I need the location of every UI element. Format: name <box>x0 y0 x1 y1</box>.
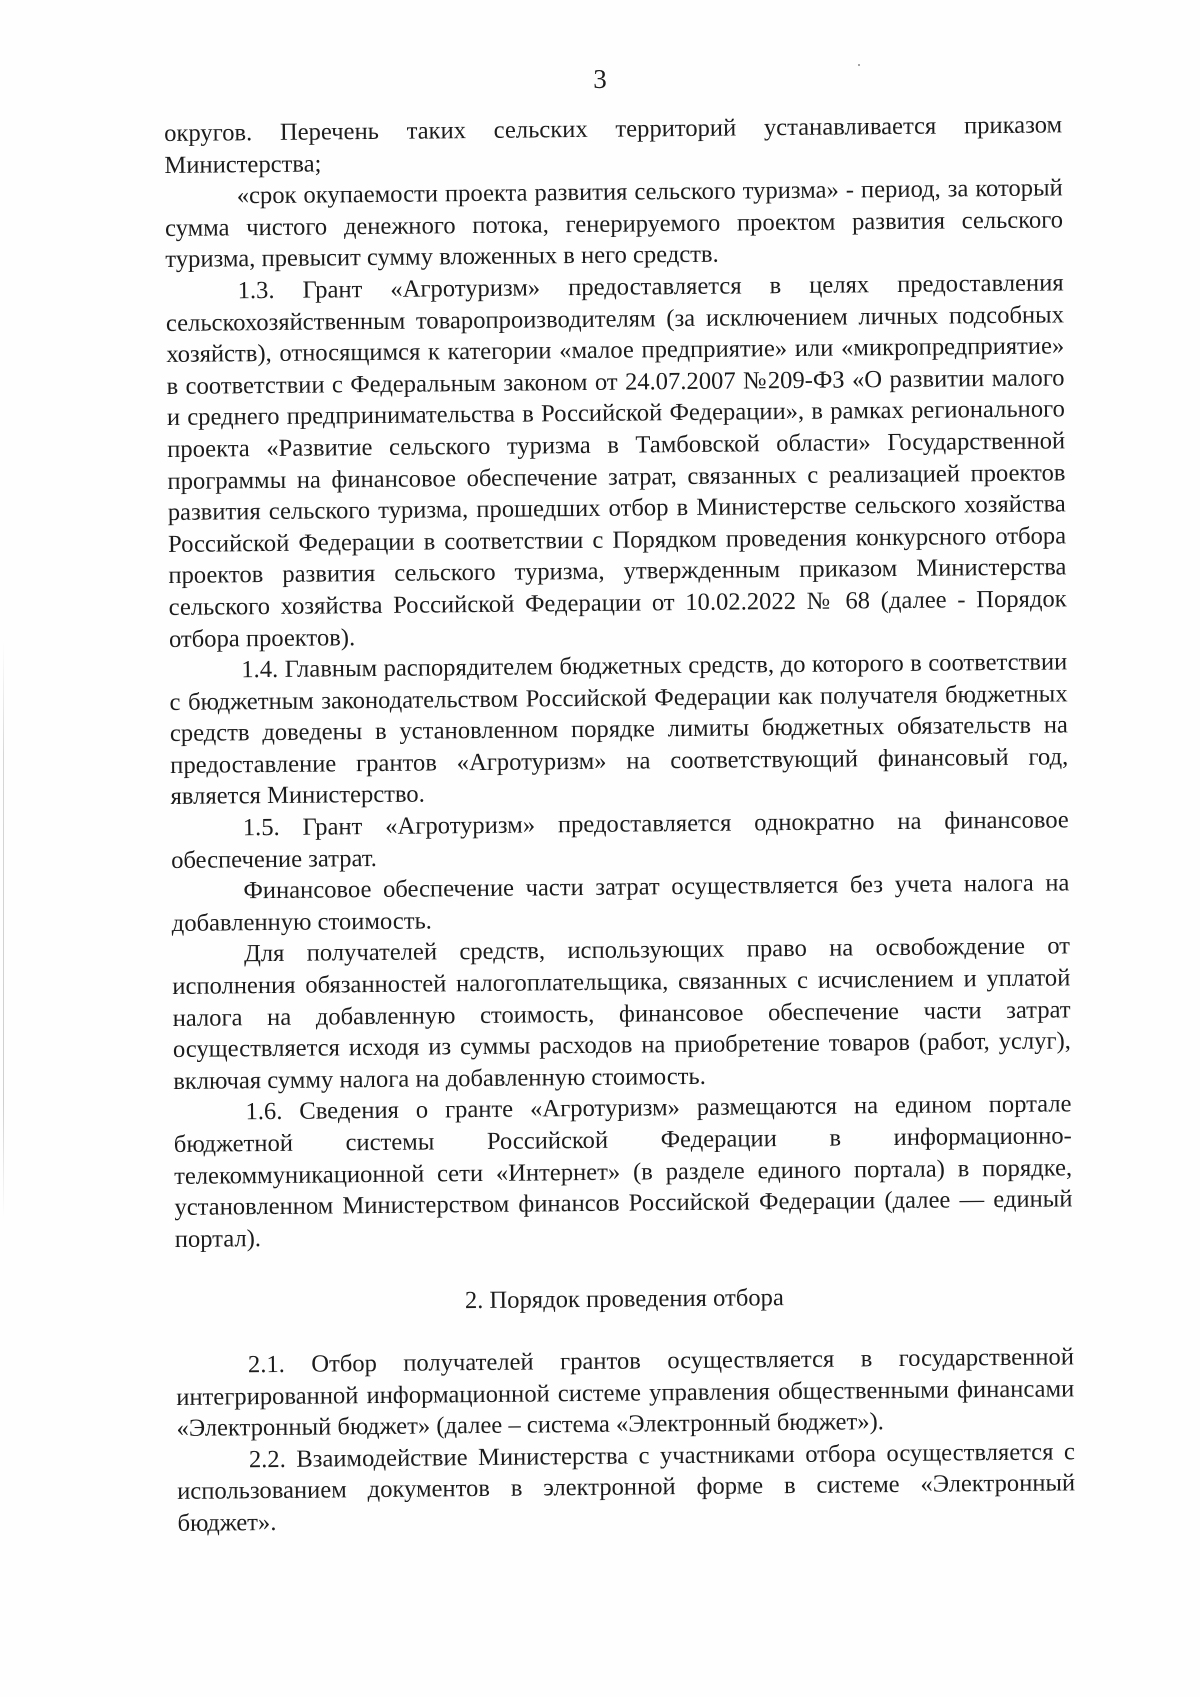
page-number: 3 <box>593 64 607 94</box>
paragraph-vat-exclusion: Финансовое обеспечение части затрат осуществляется без учета налога на добавленную стоимость. <box>171 869 1070 937</box>
scan-edge-line <box>3 640 4 1220</box>
paragraph-vat-exemption: Для получателей средств, использующих право на освобождение от исполнения обязанностей налогоплательщика, связанных с исчислением и уплатой налога на добавленную стоимость, финансовое обеспечение части затрат осуществляется исходя из суммы расходов на приобретение товаров (работ, услуг), включая сумму налога на добавленную стоимость. <box>172 932 1072 1095</box>
paragraph-payback-definition: «срок окупаемости проекта развития сельского туризма» - период, за который сумма чистого денежного потока, генерируемого проектом развития сельского туризма, превысит сумму вложенных в него средств. <box>164 174 1064 274</box>
paragraph-1-4: 1.4. Главным распорядителем бюджетных средств, до которого в соответствии с бюджетным законодательством Российской Федерации как получателя бюджетных средств доведены в установленном порядке лимиты бюджетных обязательств на предоставление грантов «Агротуризм» на соответствующий финансовый год, является Министерство. <box>169 648 1069 811</box>
document-body <box>164 109 1076 1539</box>
section-title: 2. Порядок проведения отбора <box>464 1284 784 1315</box>
paragraph-1-5: 1.5. Грант «Агротуризм» предоставляется однократно на финансовое обеспечение затрат. <box>170 806 1069 874</box>
paragraph-continuation: округов. Перечень таких сельских территорий устанавливается приказом Министерства; <box>164 111 1063 179</box>
paragraph-1-6: 1.6. Сведения о гранте «Агротуризм» размещаются на едином портале бюджетной системы Российской Федерации в информационно-телекоммуникационной сети «Интернет» (в разделе единого портала) в порядке, установленном Министерством финансов Российской Федерации (далее — единый портал). <box>173 1090 1073 1253</box>
paragraph-1-3: 1.3. Грант «Агротуризм» предоставляется в целях предоставления сельскохозяйственным товаропроизводителям (за исключением личных подсобных хозяйств), относящимся к категории «малое предприятие» или «микропредприятие» в соответствии с Федеральным законом от 24.07.2007 №209-ФЗ «О развитии малого и среднего предпринимательства в Российской Федерации», в рамках регионального проекта «Развитие сельского туризма в Тамбовской области» Государственной программы на финансовое обеспечение затрат, связанных с реализацией проектов развития сельского туризма, прошедших отбор в Министерстве сельского хозяйства Российской Федерации в соответствии с Порядком проведения конкурсного отбора проектов развития сельского туризма, утвержденным приказом Министерства сельского хозяйства Российской Федерации от 10.02.2022 № 68 (далее - Порядок отбора проектов). <box>165 269 1067 653</box>
paragraph-2-1: 2.1. Отбор получателей грантов осуществляется в государственной интегрированной информационной системе управления общественными финансами «Электронный бюджет» (далее – система «Электронный бюджет»). <box>176 1343 1075 1443</box>
paragraph-2-2: 2.2. Взаимодействие Министерства с участниками отбора осуществляется с использованием документов в электронной форме в системе «Электронный бюджет». <box>177 1438 1076 1537</box>
